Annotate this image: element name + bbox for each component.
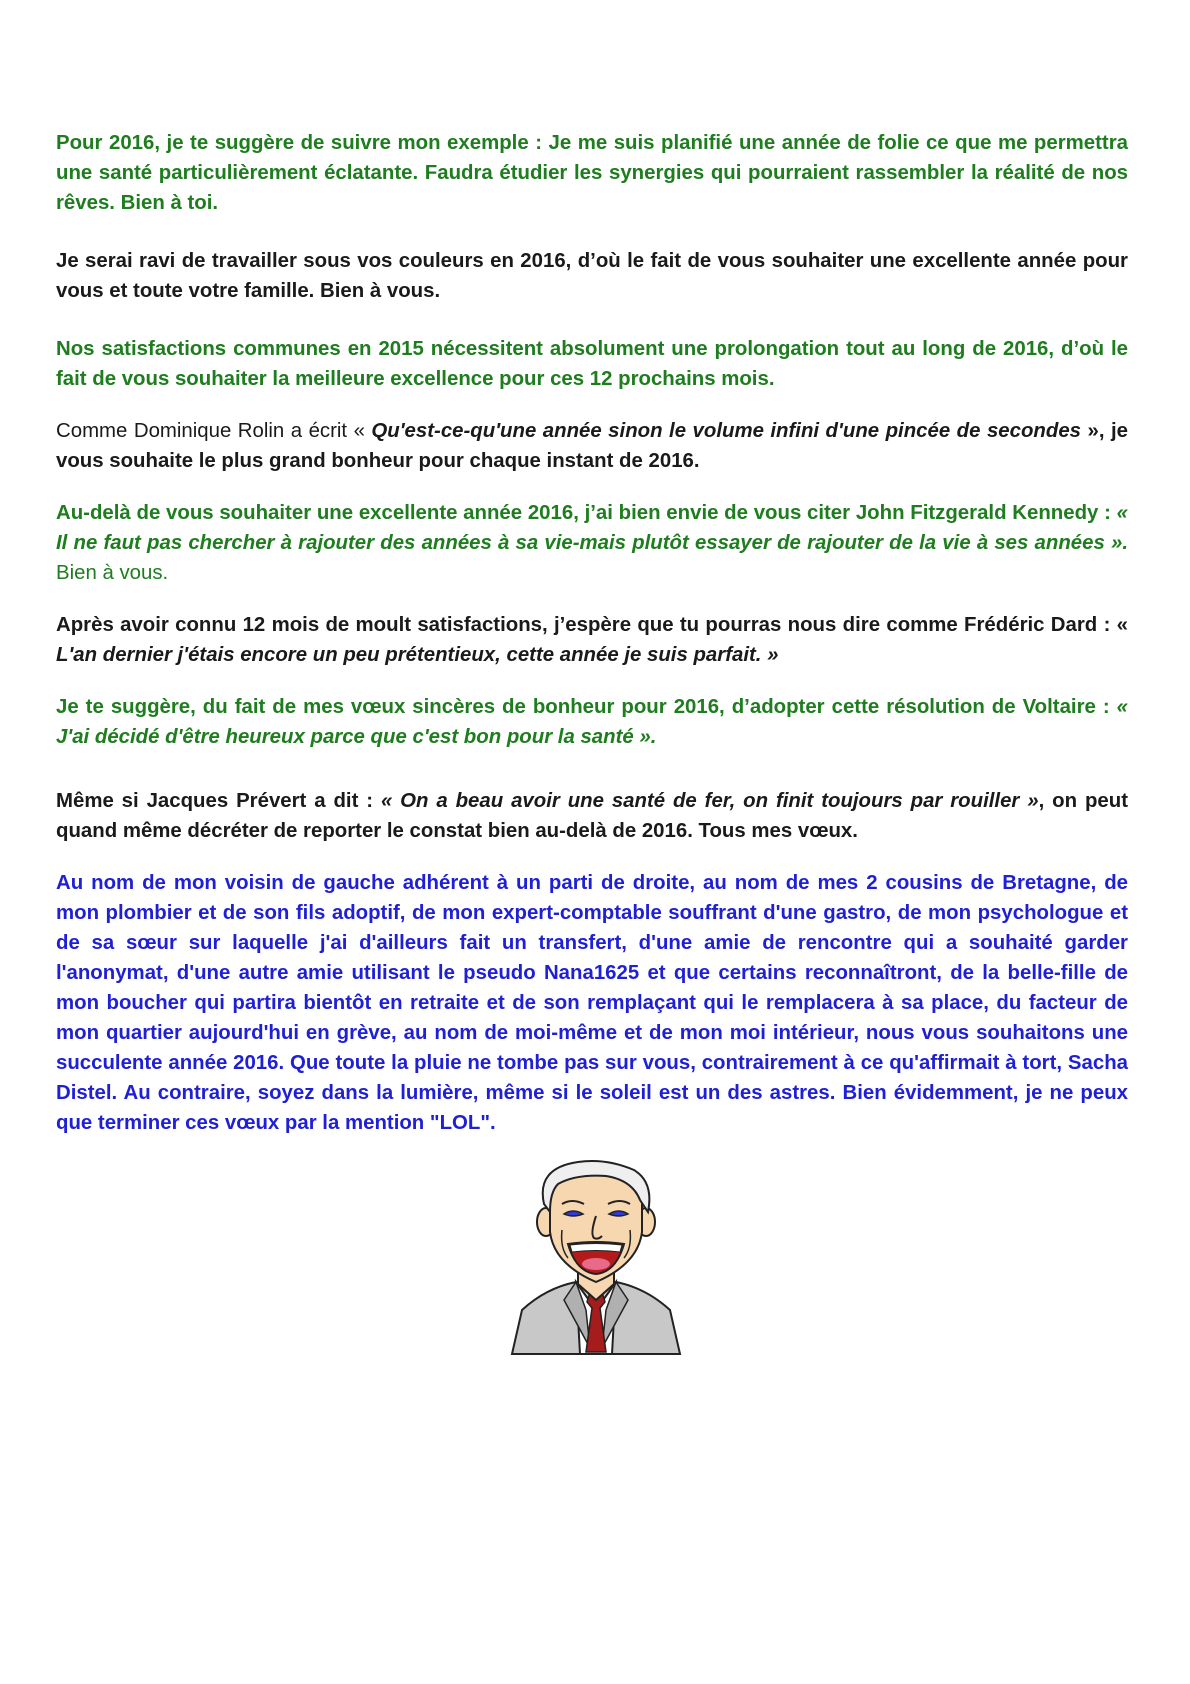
quote-prevert: « On a beau avoir une santé de fer, on finit toujours par rouiller »	[380, 790, 1039, 812]
quote-voltaire: « J'ai décidé d'être heureux parce que c'est bon pour la santé ».	[56, 696, 1128, 748]
wish-paragraph-9: Au nom de mon voisin de gauche adhérent à un parti de droite, au nom de mes 2 cousins de Bretagne, de mon plombier et de son fils adoptif, de mon expert-comptable souffrant d'une gastro, de mon psychologue et de sa sœur sur laquelle j'ai d'ailleurs fait un transfert, d'une amie de rencontre qui a souhaité garder l'anonymat, d'une autre amie utilisant le pseudo Nana1625 et que certains reconnaîtront, de la belle-fille de mon boucher qui partira bientôt en retraite et de son remplaçant qui le remplacera à sa place, du facteur de mon quartier aujourd'hui en grève, au nom de moi-même et de mon moi intérieur, nous vous souhaitons une succulente année 2016. Que toute la pluie ne tombe pas sur vous, contrairement à ce qu'affirmait à tort, Sacha Distel. Au contraire, soyez dans la lumière, même si le soleil est un des astres. Bien évidemment, je ne peux que terminer ces vœux par la mention "LOL".	[56, 872, 1128, 1134]
quote-rolin: Qu'est-ce-qu'une année sinon le volume infini d'une pincée de secondes	[371, 420, 1082, 442]
paragraph-text: », je vous souhaite le plus grand bonheur pour chaque instant de 2016.	[56, 420, 1128, 472]
wish-paragraph-6	[56, 610, 1128, 670]
wish-paragraph-3: Nos satisfactions communes en 2015 nécessitent absolument une prolongation tout au long de 2016, d’où le fait de vous souhaiter la meilleure excellence pour ces 12 prochains mois.	[56, 338, 1128, 390]
wish-paragraph-4	[56, 416, 1128, 476]
quote-kennedy: « Il ne faut pas chercher à rajouter des années à sa vie-mais plutôt essayer de rajouter de la vie à ses années ».	[56, 502, 1128, 554]
paragraph-text: Après avoir connu 12 mois de moult satisfactions, j’espère que tu pourras nous dire comme Frédéric Dard : «	[56, 614, 1128, 636]
wish-paragraph-2: Je serai ravi de travailler sous vos couleurs en 2016, d’où le fait de vous souhaiter une excellente année pour vous et toute votre famille. Bien à vous.	[56, 250, 1128, 302]
wish-paragraph-1: Pour 2016, je te suggère de suivre mon exemple : Je me suis planifié une année de folie ce que me permettra une santé particulièrement éclatante. Faudra étudier les synergies qui pourraient rassembler la réalité de nos rêves. Bien à toi.	[56, 132, 1128, 214]
laughing-man-icon	[506, 1160, 686, 1356]
paragraph-text: Même si Jacques Prévert a dit :	[56, 790, 381, 812]
paragraph-text: Au-delà de vous souhaiter une excellente année 2016, j’ai bien envie de vous citer John Fitzgerald Kennedy :	[56, 502, 1111, 524]
quote-dard: L'an dernier j'étais encore un peu prétentieux, cette année je suis parfait. »	[56, 644, 779, 666]
paragraph-text: Bien à vous.	[56, 562, 169, 584]
paragraph-text: Je te suggère, du fait de mes vœux sincères de bonheur pour 2016, d’adopter cette résolution de Voltaire :	[56, 696, 1117, 718]
paragraph-text: Comme Dominique Rolin a écrit «	[56, 420, 372, 442]
wish-paragraph-5	[56, 498, 1128, 588]
paragraph-text: , on peut quand même décréter de reporter le constat bien au-delà de 2016. Tous mes vœux.	[56, 790, 1128, 842]
letter-body	[56, 128, 1128, 1166]
wish-paragraph-7	[56, 692, 1128, 752]
laughing-man-illustration	[506, 1160, 686, 1356]
wish-paragraph-8	[56, 786, 1128, 846]
